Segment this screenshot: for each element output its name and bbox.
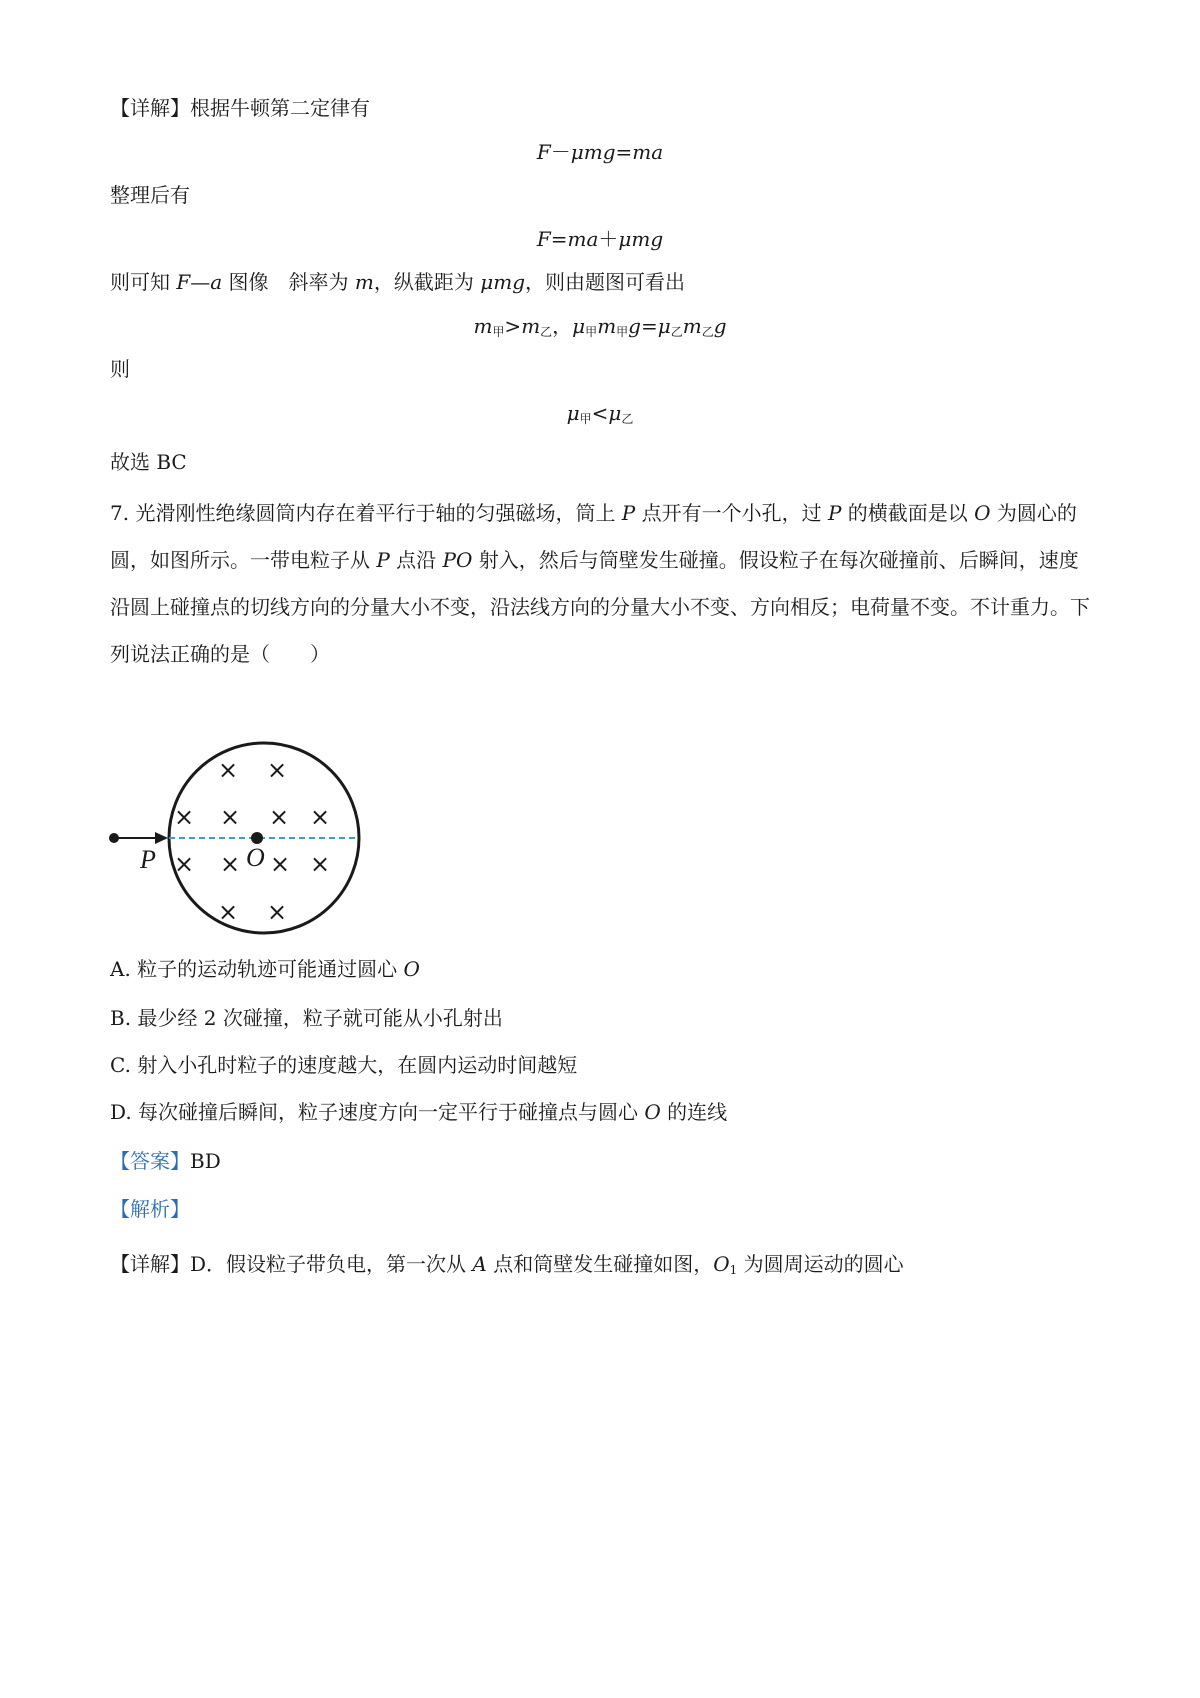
- slope-F: F: [176, 270, 191, 294]
- label-O: O: [246, 843, 265, 872]
- q-P1: P: [621, 501, 636, 525]
- field-cross: ×: [173, 803, 195, 831]
- slope-p7: ，纵截距为: [373, 270, 481, 294]
- eq2-F: F: [536, 227, 551, 251]
- field-cross: ×: [217, 898, 239, 926]
- q-t6: 射入，然后与筒壁发生碰撞。假设粒子在每次碰撞前、后瞬间，速度沿圆上碰撞点的切线方向的分量大小不变，沿法线方向的分量大小不变、方向相反；电荷量不变。不计重力。下列说法正确的是（ ）: [110, 548, 1090, 666]
- analysis-label: 【解析】: [110, 1197, 190, 1221]
- answer-value: BD: [190, 1149, 221, 1173]
- eq3-equals: =: [640, 314, 658, 338]
- label-P: P: [140, 845, 156, 874]
- eq4-sub-jia: 甲: [579, 412, 592, 426]
- q-O: O: [974, 501, 991, 525]
- option-c: C. 射入小孔时粒子的速度越大，在圆内运动时间越短: [110, 1053, 578, 1077]
- eq3-sub-jia-3: 甲: [616, 325, 629, 339]
- choose-answer: 故选 BC: [110, 450, 187, 474]
- field-cross: ×: [268, 803, 290, 831]
- slope-sentence: [110, 270, 685, 294]
- magnetic-field-figure: [100, 728, 400, 948]
- eq2-ma: ma: [567, 227, 599, 251]
- q-t4: 为圆心的圆，如图所示。一带电粒子从: [110, 501, 1077, 572]
- answer-line: [110, 1149, 221, 1173]
- eq3-m1: m: [473, 314, 493, 338]
- field-cross: ×: [309, 803, 331, 831]
- option-d-end: 的连线: [660, 1100, 728, 1124]
- slope-p5: 图像 斜率为: [222, 270, 355, 294]
- eq3-sub-yi-2: 乙: [670, 325, 683, 339]
- eq3-mu2: μ: [657, 314, 671, 338]
- slope-a: a: [210, 270, 223, 294]
- eq4-lt: <: [591, 401, 609, 425]
- eq3-sub-jia-2: 甲: [585, 325, 598, 339]
- slope-umg: μmg: [480, 270, 525, 294]
- option-b: B. 最少经 2 次碰撞，粒子就可能从小孔射出: [110, 1006, 503, 1030]
- field-cross: ×: [266, 898, 288, 926]
- q-t1: 7. 光滑刚性绝缘圆筒内存在着平行于轴的匀强磁场，筒上: [110, 501, 622, 525]
- then-text: 则: [110, 357, 130, 381]
- eq1-equals: =: [615, 140, 633, 164]
- field-cross: ×: [266, 756, 288, 784]
- detail-intro: 【详解】根据牛顿第二定律有: [110, 96, 370, 120]
- eq3-mu1: μ: [572, 314, 586, 338]
- field-cross: ×: [219, 850, 241, 878]
- eq3-gt: >: [504, 314, 522, 338]
- q-P2: P: [827, 501, 842, 525]
- eq4-sub-yi: 乙: [621, 412, 634, 426]
- detail2-t3: 为圆周运动的圆心: [737, 1252, 904, 1276]
- eq3-m4: m: [682, 314, 702, 338]
- eq3-sub-yi-3: 乙: [701, 325, 714, 339]
- slope-dash: —: [190, 270, 211, 294]
- eq2-umg: μmg: [618, 227, 664, 251]
- rearrange-text: 整理后有: [110, 183, 190, 207]
- equation-1: [0, 140, 1200, 164]
- field-cross: ×: [309, 850, 331, 878]
- option-d: [110, 1100, 727, 1124]
- particle-dot: [109, 833, 119, 843]
- arrow-head: [155, 832, 168, 844]
- eq3-sep: ，: [552, 314, 573, 338]
- detail2-t1: 【详解】D．假设粒子带负电，第一次从: [110, 1252, 473, 1276]
- q-t5: 点沿: [389, 548, 443, 572]
- eq3-m2: m: [521, 314, 541, 338]
- option-a: [110, 957, 420, 981]
- option-a-text: A. 粒子的运动轨迹可能通过圆心: [110, 957, 404, 981]
- field-cross: ×: [217, 756, 239, 784]
- field-cross: ×: [269, 850, 291, 878]
- detail2-A: A: [472, 1252, 487, 1276]
- detail2-t2: 点和筒壁发生碰撞如图，: [486, 1252, 714, 1276]
- option-a-O: O: [403, 957, 420, 981]
- answer-label: 【答案】: [110, 1149, 190, 1173]
- slope-p1: 则可知: [110, 270, 177, 294]
- eq1-umg: μmg: [570, 140, 616, 164]
- eq3-g1: g: [628, 314, 641, 338]
- detail2-O1: O: [713, 1252, 730, 1276]
- eq4-mu2: μ: [608, 401, 622, 425]
- eq4-mu1: μ: [566, 401, 580, 425]
- question-7: [110, 490, 1095, 678]
- eq2-equals: =: [550, 227, 568, 251]
- detail-2: [110, 1252, 904, 1282]
- option-d-text: D. 每次碰撞后瞬间，粒子速度方向一定平行于碰撞点与圆心: [110, 1100, 645, 1124]
- field-cross: ×: [219, 803, 241, 831]
- eq1-ma: ma: [632, 140, 664, 164]
- eq2-plus: ＋: [598, 227, 619, 251]
- slope-m: m: [354, 270, 374, 294]
- detail2-O1-sub: 1: [729, 1263, 738, 1277]
- equation-4: [0, 401, 1200, 431]
- option-d-O: O: [644, 1100, 661, 1124]
- equation-3: [0, 314, 1200, 344]
- eq3-sub-jia-1: 甲: [492, 325, 505, 339]
- eq1-F: F: [536, 140, 551, 164]
- equation-2: [0, 227, 1200, 251]
- q-t3: 的横截面是以: [841, 501, 975, 525]
- q-P3: P: [376, 548, 390, 572]
- field-cross: ×: [173, 850, 195, 878]
- eq3-m3: m: [597, 314, 617, 338]
- q-PO: PO: [442, 548, 473, 572]
- eq3-g2: g: [713, 314, 727, 338]
- eq3-sub-yi-1: 乙: [540, 325, 553, 339]
- eq1-minus: －: [550, 140, 571, 164]
- slope-p9: ，则由题图可看出: [525, 270, 685, 294]
- q-t2: 点开有一个小孔，过: [635, 501, 828, 525]
